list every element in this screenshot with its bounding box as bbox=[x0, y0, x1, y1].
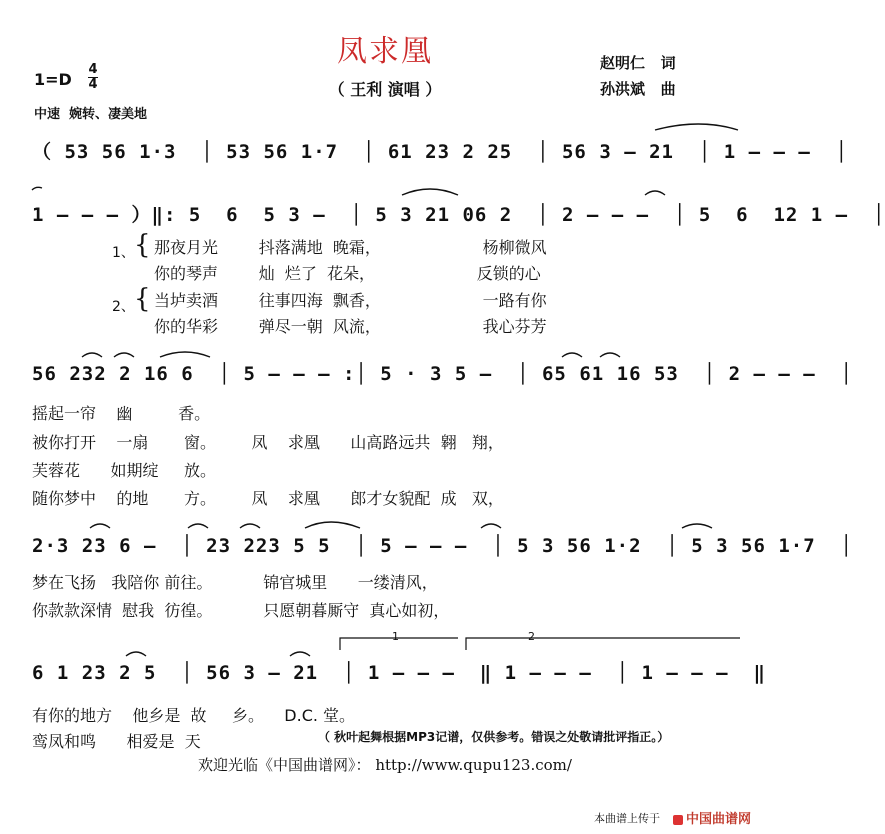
notation-row-1: （ 53 56 1·3 │ 53 56 1·7 │ 61 23 2 25 │ 56 3 – 21 │ 1 – – – │ bbox=[32, 141, 849, 163]
lyric-row-3-line-1: 摇起一帘 幽 香。 bbox=[32, 404, 211, 423]
slur-row-5-a bbox=[126, 652, 146, 656]
slur-row-2-b bbox=[645, 191, 665, 195]
transcription-note: （ 秋叶起舞根据MP3记谱，仅供参考。错误之处敬请批评指正。） bbox=[318, 730, 670, 744]
verse-brace-2: { bbox=[134, 284, 151, 314]
performer-subtitle: （ 王利 演唱 ） bbox=[328, 80, 442, 99]
slur-row-4-c bbox=[240, 524, 260, 528]
slur-row-3-d bbox=[562, 353, 582, 357]
notation-row-2: 1 – – – ）‖: 5 6 5 3 – │ 5 3 21 06 2 │ 2 – – – │ 5 6 12 1 – │ bbox=[32, 204, 885, 226]
volta-bracket-2 bbox=[466, 638, 740, 650]
tempo-marking: 中速 婉转、凄美地 bbox=[34, 107, 148, 122]
notation-row-5: 6 1 23 2 5 │ 56 3 – 21 │ 1 – – – ‖ 1 – – – │ 1 – – – ‖ bbox=[32, 662, 766, 684]
lyric-row-4-line-2: 你款款深情 慰我 彷徨。 只愿朝暮厮守 真心如初， bbox=[32, 601, 450, 620]
tie-row-1 bbox=[655, 124, 738, 130]
lyric-row-3-line-2: 被你打开 一扇 窗。 凤 求凰 山高路远共 翱 翔， bbox=[32, 433, 504, 452]
volta-2-label: 2 bbox=[528, 630, 535, 643]
key-signature: 1=D bbox=[34, 70, 72, 89]
lyric-row-5-line-2: 鸾凤和鸣 相爱是 天 bbox=[32, 732, 201, 751]
notation-row-3: 56 232 2 16 6 │ 5 – – – :│ 5 · 3 5 – │ 65 61 16 53 │ 2 – – – │ bbox=[32, 363, 853, 385]
volta-bracket-1 bbox=[340, 638, 458, 650]
slur-row-4-b bbox=[188, 524, 208, 528]
lyric-row-5-line-1: 有你的地方 他乡是 故 乡。 D.C. 堂。 bbox=[32, 706, 356, 725]
slur-row-3-a bbox=[82, 353, 102, 357]
lyric-row-2-line-3: 当垆卖酒 往事四海 飘香， 一路有你 bbox=[154, 291, 547, 310]
lyricist-credit: 赵明仁 词 bbox=[600, 54, 676, 72]
upload-note: 本曲谱上传于 bbox=[594, 812, 660, 825]
tie-row-2-start bbox=[32, 187, 42, 190]
song-title: 凤求凰 bbox=[337, 34, 433, 69]
slur-row-2-a bbox=[402, 189, 458, 195]
notation-row-4: 2·3 23 6 – │ 23 223 5 5 │ 5 – – – │ 5 3 56 1·2 │ 5 3 56 1·7 │ bbox=[32, 535, 853, 557]
lyric-row-2-line-4: 你的华彩 弹尽一朝 风流， 我心芬芳 bbox=[154, 317, 547, 336]
slur-row-3-e bbox=[600, 353, 620, 357]
time-signature-bottom: 4 bbox=[88, 77, 98, 92]
composer-credit: 孙洪斌 曲 bbox=[600, 80, 676, 98]
lyric-row-3-line-3: 芙蓉花 如期绽 放。 bbox=[32, 461, 216, 480]
verse-label-1: 1、 bbox=[112, 245, 135, 261]
volta-1-label: 1 bbox=[392, 630, 399, 643]
site-logo-text: 中国曲谱网 bbox=[686, 812, 752, 827]
slur-row-4-a bbox=[90, 524, 110, 528]
slur-row-4-d bbox=[305, 522, 360, 528]
welcome-line: 欢迎光临《中国曲谱网》： http://www.qupu123.com/ bbox=[198, 756, 572, 774]
slur-row-4-e bbox=[481, 524, 501, 528]
verse-brace-1: { bbox=[134, 230, 151, 260]
slur-row-4-f bbox=[682, 524, 712, 528]
slur-row-3-b bbox=[114, 353, 134, 357]
verse-label-2: 2、 bbox=[112, 299, 135, 315]
lyric-row-4-line-1: 梦在飞扬 我陪你 前往。 锦官城里 一缕清风， bbox=[32, 573, 438, 592]
lyric-row-2-line-2: 你的琴声 灿 烂了 花朵， 反锁的心 bbox=[154, 264, 541, 283]
time-signature-top: 4 bbox=[88, 62, 98, 77]
slur-row-3-c bbox=[160, 352, 210, 357]
lyric-row-2-line-1: 那夜月光 抖落满地 晚霜， 杨柳微风 bbox=[154, 238, 547, 257]
lyric-row-3-line-4: 随你梦中 的地 方。 凤 求凰 郎才女貌配 成 双， bbox=[32, 489, 504, 508]
slur-row-5-b bbox=[290, 652, 310, 656]
